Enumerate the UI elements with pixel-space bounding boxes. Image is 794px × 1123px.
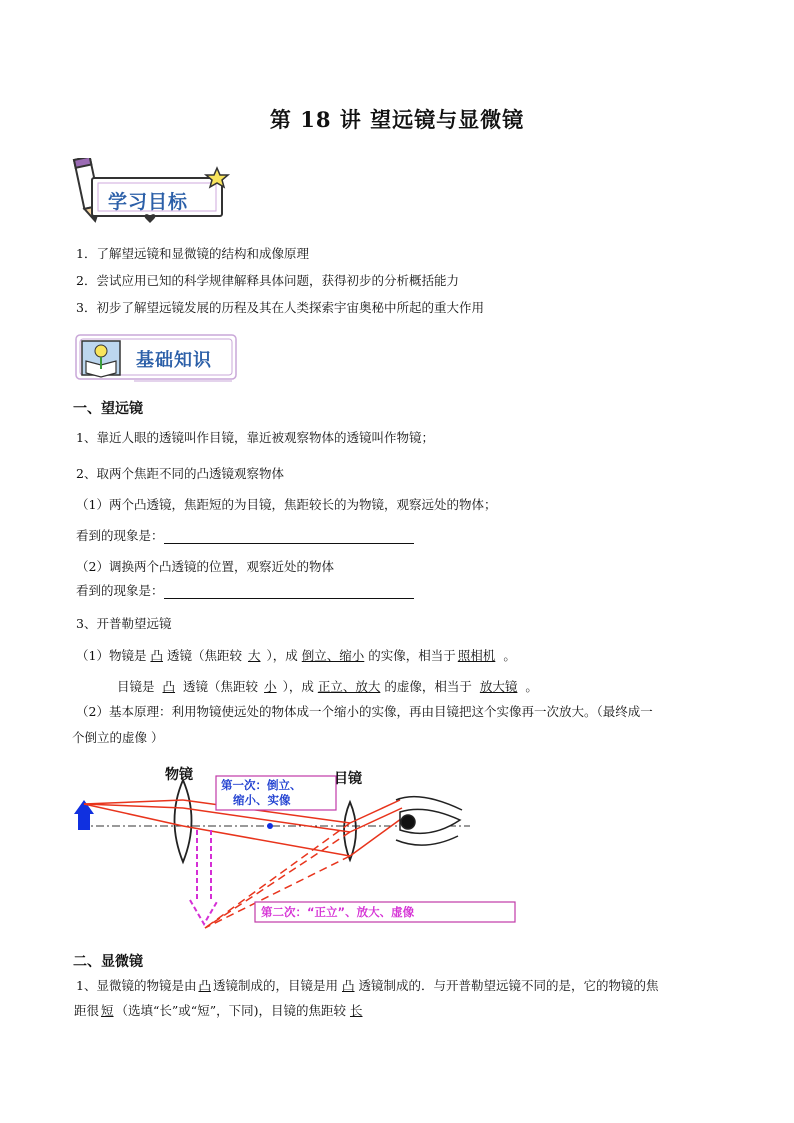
goal-item-3: 3．初步了解望远镜发展的历程及其在人类探索宇宙奥秘中所起的重大作用 [76,300,484,315]
paragraph: 2、取两个焦距不同的凸透镜观察物体 [76,466,284,481]
answer-blank [164,529,414,544]
paragraph: 1、靠近人眼的透镜叫作目镜，靠近被观察物体的透镜叫作物镜； [76,430,434,445]
page-title: 第 18 讲 望远镜与显微镜 [269,107,525,132]
observation-line-1 [76,526,414,544]
goals-badge-label: 学习目标 [108,191,189,213]
principle-line-1: （2）基本原理：利用物镜使远处的物体成一个缩小的实像，再由目镜把这个实像再一次放大。（最终成一 [76,704,653,719]
knowledge-badge-label: 基础知识 [136,350,212,371]
goal-item-1: 1．了解望远镜和显微镜的结构和成像原理 [76,246,309,261]
paragraph: （1）两个凸透镜，焦距短的为目镜，焦距较长的为物镜，观察远处的物体； [76,497,497,512]
keplerian-objective-line: （1）物镜是 凸 透镜（焦距较 大 ），成 倒立、缩小 的实像，相当于 照相机 。 [76,648,516,663]
principle-line-2: 个倒立的虚像 ） [72,730,164,745]
objective-label: 物镜 [165,767,193,783]
knowledge-badge [74,333,244,385]
paragraph: 3、开普勒望远镜 [76,616,172,631]
eyepiece-label: 目镜 [334,771,362,787]
answer-blank [164,584,414,599]
first-image-note: 第一次：倒立、 缩小、实像 [221,778,302,807]
eye-icon [396,797,462,845]
keplerian-eyepiece-line: 目镜是 凸 透镜（焦距较 小 ），成 正立、放大 的虚像，相当于 放大镜 。 [117,679,538,694]
seen-label: 看到的现象是： [76,528,164,543]
microscope-line-1: 1、显微镜的物镜是由 凸 透镜制成的，目镜是用 凸 透镜制成的．与开普勒望远镜不同的是，它的物镜的焦 [76,978,659,993]
goals-badge [64,158,236,230]
telescope-diagram [70,760,530,935]
goal-item-2: 2．尝试应用已知的科学规律解释具体问题，获得初步的分析概括能力 [76,273,459,288]
seen-label: 看到的现象是： [76,583,164,598]
paragraph: （2）调换两个凸透镜的位置，观察近处的物体 [76,559,334,574]
second-image-note: 第二次：“正立”、放大、虚像 [261,905,415,919]
book-lightbulb-icon [82,341,120,377]
section-heading-telescope: 一、望远镜 [73,401,143,417]
microscope-line-2: 距很 短 （选填“长”或“短”，下同)，目镜的焦距较 长 [74,1003,363,1018]
observation-line-2 [76,581,414,599]
section-heading-microscope: 二、显微镜 [73,954,143,970]
objective-lens-icon [175,780,192,862]
